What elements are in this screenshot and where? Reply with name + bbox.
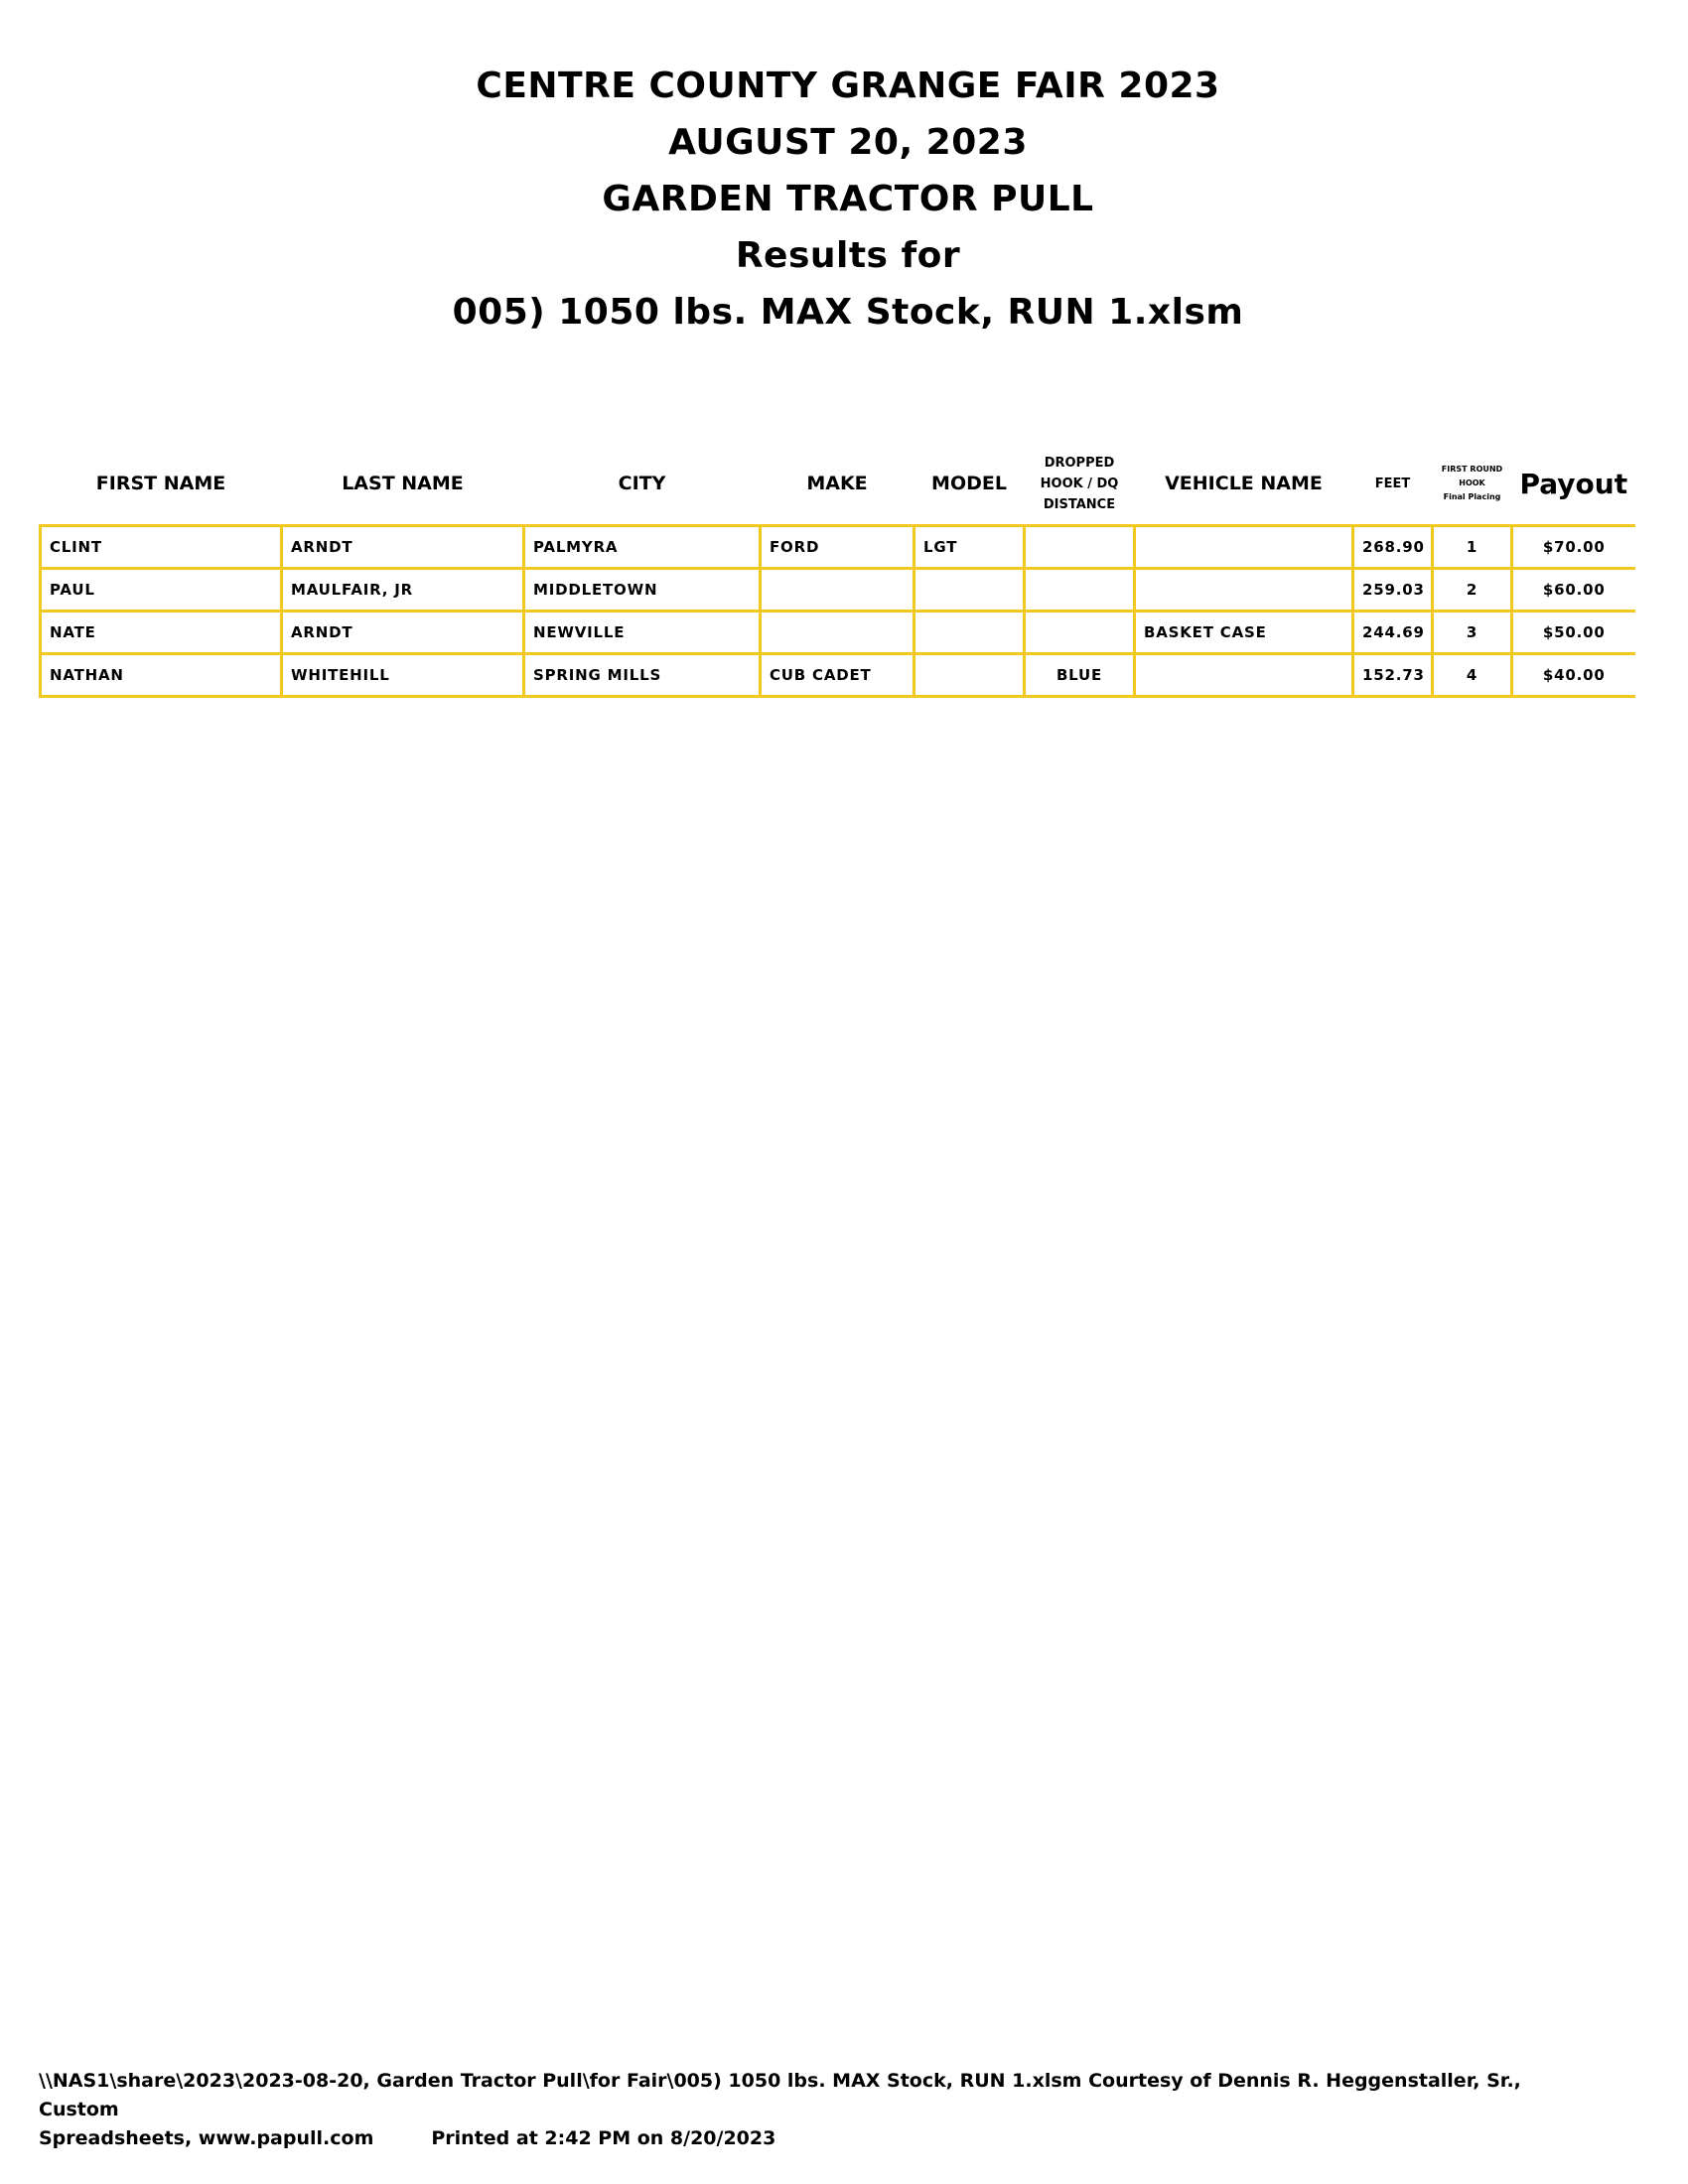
cell-feet: 259.03	[1353, 569, 1433, 612]
cell-first-name: NATE	[41, 612, 282, 654]
cell-last-name: WHITEHILL	[282, 654, 524, 697]
cell-placing: 1	[1433, 526, 1512, 569]
cell-make: CUB CADET	[761, 654, 914, 697]
col-first-round-hook	[1433, 443, 1512, 526]
cell-vehicle-name: BASKET CASE	[1135, 612, 1353, 654]
col-dropped-line2: HOOK / DQ	[1040, 476, 1119, 491]
cell-vehicle-name	[1135, 526, 1353, 569]
cell-make	[761, 612, 914, 654]
cell-vehicle-name	[1135, 654, 1353, 697]
cell-payout: $70.00	[1512, 526, 1635, 569]
cell-make: FORD	[761, 526, 914, 569]
cell-feet: 152.73	[1353, 654, 1433, 697]
class-name: 005) 1050 lbs. MAX Stock, RUN 1.xlsm	[452, 292, 1244, 333]
cell-feet: 244.69	[1353, 612, 1433, 654]
cell-payout: $60.00	[1512, 569, 1635, 612]
cell-first-name: PAUL	[41, 569, 282, 612]
cell-placing: 3	[1433, 612, 1512, 654]
col-model: MODEL	[931, 473, 1007, 494]
cell-city: NEWVILLE	[524, 612, 761, 654]
cell-first-name: NATHAN	[41, 654, 282, 697]
col-first-round-line1: FIRST ROUND	[1441, 465, 1503, 474]
table-row	[41, 569, 1635, 612]
event-name: GARDEN TRACTOR PULL	[602, 179, 1094, 219]
col-feet: FEET	[1374, 476, 1411, 491]
footer-file-path: \\NAS1\share\2023\2023-08-20, Garden Tractor Pull\for Fair\005) 1050 lbs. MAX Stock, RUN 1.xlsm Courtesy of Dennis R. Heggenstaller, Sr., Custom	[39, 2070, 1521, 2120]
cell-model	[914, 612, 1025, 654]
cell-model: LGT	[914, 526, 1025, 569]
cell-vehicle-name	[1135, 569, 1353, 612]
cell-model	[914, 654, 1025, 697]
event-date: AUGUST 20, 2023	[668, 122, 1028, 163]
col-first-name: FIRST NAME	[95, 473, 226, 494]
fair-title: CENTRE COUNTY GRANGE FAIR 2023	[476, 66, 1220, 106]
cell-dropped-hook: BLUE	[1025, 654, 1135, 697]
cell-city: MIDDLETOWN	[524, 569, 761, 612]
table-header-row	[41, 443, 1635, 526]
col-payout: Payout	[1519, 467, 1628, 500]
col-dropped-line1: DROPPED	[1044, 455, 1115, 471]
col-first-round-line2: HOOK	[1459, 478, 1485, 487]
cell-dropped-hook	[1025, 612, 1135, 654]
report-header	[0, 58, 1688, 341]
page-footer	[39, 2067, 1588, 2153]
cell-dropped-hook	[1025, 569, 1135, 612]
cell-payout: $40.00	[1512, 654, 1635, 697]
results-label: Results for	[735, 235, 961, 276]
cell-city: SPRING MILLS	[524, 654, 761, 697]
col-vehicle-name: VEHICLE NAME	[1165, 473, 1323, 494]
cell-feet: 268.90	[1353, 526, 1433, 569]
cell-dropped-hook	[1025, 526, 1135, 569]
cell-placing: 4	[1433, 654, 1512, 697]
footer-printed-at: Printed at 2:42 PM on 8/20/2023	[431, 2127, 776, 2149]
cell-make	[761, 569, 914, 612]
col-dropped-hook	[1025, 443, 1135, 526]
table-row	[41, 654, 1635, 697]
cell-city: PALMYRA	[524, 526, 761, 569]
table-row	[41, 612, 1635, 654]
col-dropped-line3: DISTANCE	[1043, 496, 1116, 512]
cell-model	[914, 569, 1025, 612]
col-city: CITY	[618, 473, 666, 494]
cell-last-name: MAULFAIR, JR	[282, 569, 524, 612]
cell-placing: 2	[1433, 569, 1512, 612]
table-row	[41, 526, 1635, 569]
cell-last-name: ARNDT	[282, 526, 524, 569]
col-first-round-line3: Final Placing	[1443, 492, 1501, 501]
col-last-name: LAST NAME	[342, 473, 464, 494]
results-table	[39, 443, 1635, 698]
cell-first-name: CLINT	[41, 526, 282, 569]
cell-last-name: ARNDT	[282, 612, 524, 654]
cell-payout: $50.00	[1512, 612, 1635, 654]
footer-line2	[39, 2124, 1588, 2153]
col-make: MAKE	[806, 473, 868, 494]
footer-credit: Spreadsheets, www.papull.com	[39, 2127, 374, 2149]
